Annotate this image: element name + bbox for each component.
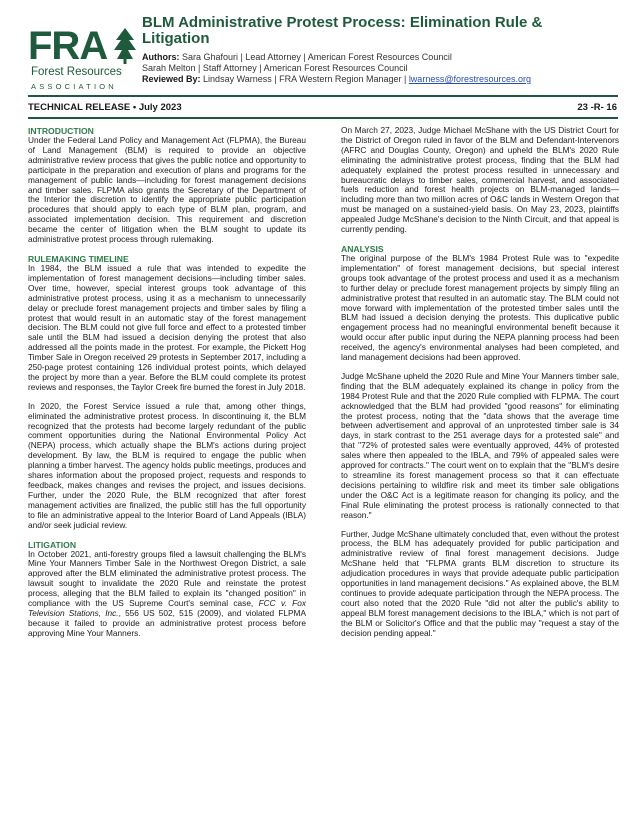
header-rule-top: [28, 95, 618, 97]
left-column: [28, 126, 306, 648]
timeline-paragraph-2: In 2020, the Forest Service issued a rule that, among other things, eliminated the administrative protest process. In discontinuing it, the BLM recognized that the protests had become largely redundant of the public comment opportunities during the National Environmental Policy Act (NEPA) process, which actually shape the BLM's actions during project development. By law, the BLM is required to engage the public when planning a timber harvest. The agency holds public meetings, produces and shares information about the proposed project, requests and responds to feedback, makes changes and revises the project, and issues decisions. Further, under the 2020 Rule, the BLM recognized that after forest management activities are finalized, the public still has the full opportunity to file an administrative appeal to the Interior Board of Land Appeals (IBLA) and/or seek judicial review.: [28, 400, 306, 530]
logo-line-2: ASSOCIATION: [31, 82, 117, 91]
analysis-paragraph-3: Further, Judge McShane ultimately concluded that, even without the protest process, the BLM has adequately provided for public participation and administrative review of final forest management decisions. Judge McShane held that "FLPMA grants BLM discretion to structure its adjudication procedures in ways that provide adequate public participation opportunities in land management decisions." As explained above, the BLM continues to provide adequate participation through the NEPA process. The court also noted that the 2020 Rule "did not alter the public's ability to appeal BLM forest management decisions to the IBLA," which is not part of the BLM or Solicitor's Office and that the public may "request a stay of the decision pending appeal.": [341, 528, 619, 638]
logo-line-1: Forest Resources: [31, 66, 122, 78]
case-citation: FCC v. Fox Television Stations, Inc.: [28, 598, 306, 618]
authors-line-2: Sarah Melton | Staff Attorney | American Forest Resources Council: [142, 63, 408, 73]
authors-label: Authors:: [142, 52, 180, 62]
litigation-paragraph-2: On March 27, 2023, Judge Michael McShane with the US District Court for the District of Oregon ruled in favor of the BLM and Defendant-Intervenors (AFRC and Douglas County, Oregon) and upheld the BLM's 2020 Rule eliminating the administrative protest process, finding that the BLM had adequately explained the protest process resulted in unnecessary and bureaucratic delays to timber sales, commercial harvest, and associated fuels reduction and forest health projects on BLM-managed lands—including more than two million acres of O&C lands in Western Oregon that must be managed on a sustained-yield basis. On May 23, 2023, plaintiffs appealed Judge McShane's decision to the Ninth Circuit, and that appeal is currently pending.: [341, 125, 619, 235]
header-rule-bottom: [28, 117, 618, 119]
release-number: 23 -R- 16: [577, 102, 617, 113]
fra-logo: [28, 26, 136, 96]
tree-icon: [114, 28, 136, 64]
litigation-paragraph-1: In October 2021, anti-forestry groups filed a lawsuit challenging the BLM's Mine Your Manners Timber Sale in the Northwest Oregon District, a sale approved after the BLM eliminated the administrative protest process. The lawsuit sought to invalidate the 2020 Rule and reinstate the protest process, alleging that the BLM failed to explain its "changed position" in compliance with the US Supreme Court's seminal case, FCC v. Fox Television Stations, Inc., 556 US 502, 515 (2009), and violated FLPMA because it failed to provide an administrative protest process before approving Mine Your Manners.: [28, 548, 307, 638]
right-column: [341, 126, 619, 648]
intro-paragraph: Under the Federal Land Policy and Management Act (FLPMA), the Bureau of Land Management (BLM) is required to provide an objective administrative review process that gives the public notice and opportunity to participate in the preparation and execution of plans and programs for the management of public lands—including for forest management decisions and timber sales. FLPMA also grants the Secretary of the Department of the Interior the discretion to identify the appropriate public participation procedures that should apply to each type of BLM plan, program, and associated implementation decision. This requirement and discretion became the center of litigation when the BLM sought to update its administrative protest process through rulemaking.: [28, 135, 306, 245]
authors-line-1: Sara Ghafouri | Lead Attorney | American Forest Resources Council: [182, 52, 452, 62]
reviewer-email-link[interactable]: lwarness@forestresources.org: [408, 74, 531, 84]
authors-block: [142, 52, 612, 85]
timeline-heading: RULEMAKING TIMELINE: [28, 253, 129, 264]
page-title: BLM Administrative Protest Process: Elimination Rule & Litigation: [142, 14, 543, 47]
reviewed-label: Reviewed By:: [142, 74, 201, 84]
intro-heading: INTRODUCTION: [28, 126, 94, 136]
logo-mark: FRA: [28, 24, 108, 68]
analysis-heading: ANALYSIS: [341, 243, 384, 254]
analysis-paragraph-2: Judge McShane upheld the 2020 Rule and Mine Your Manners timber sale, finding that the BLM adequately explained its change in policy from the 1984 Protest Rule and that the 2020 Rule complied with FLPMA. The court acknowledged that the BLM had provided "good reasons" for eliminating the protest process, noting that the "data shows that the average time between advertisement and approval of an unprotested timber sale is 34 days, in stark contrast to the 251 average days for a protested sale" and that "72% of protested sales were eventually approved, 44% of protested sales where then appealed to the IBLA, and 79% of appealed sales were approved for contracts." The court went on to explain that the "BLM's desire to streamline its forest management process so that it can effectuate decisions pertaining to wildfire risk and meet its timber sale obligations under the O&C Act is a legitimate reason for changing its policy, and the Final Rule eliminating the protest process is rationally connected to that reason.": [341, 370, 619, 520]
release-title: TECHNICAL RELEASE • July 2023: [28, 102, 182, 113]
analysis-paragraph-1: The original purpose of the BLM's 1984 Protest Rule was to "expedite implementation" of forest management decisions, but special interest groups took advantage of the protest process and used it as a mechanism to further delay or preclude forest management projects by simply filing an administrative protest that resulted in an automatic stay. The BLM could not move forward with implementation of the protested timber sales until the BLM had issued a decision denying the protests. This duplicative public engagement process had no meaningful environmental benefit because it would occur after public input during the NEPA planning process had been received, the agency's environmental analyses had been completed, and land management decisions had been approved.: [341, 252, 619, 363]
reviewed-text: Lindsay Warness | FRA Western Region Manager |: [203, 74, 409, 84]
litigation-heading: LITIGATION: [28, 539, 77, 550]
timeline-paragraph-1: In 1984, the BLM issued a rule that was intended to expedite the implementation of forest management decisions—including timber sales. Over time, however, special interest groups took advantage of this administrative protest process, using it as a mechanism to unnecessarily delay or preclude forest management projects and timber sales by filing a protest that would result in an automatic stay of the forest management decision. The BLM could not give full force and effect to a protested timber sale until the BLM had issued a decision denying the protest that also addressed all the points made in the protest. For example, the Pickett Hog Timber Sale in Oregon received 29 protests in September 2017, including a 250-page protest containing 126 individual protest points, which delayed the project by more than a year. Before the BLM could complete its protest reviews and responses, the Taylor Creek fire burned the forest in July 2018.: [28, 262, 306, 392]
